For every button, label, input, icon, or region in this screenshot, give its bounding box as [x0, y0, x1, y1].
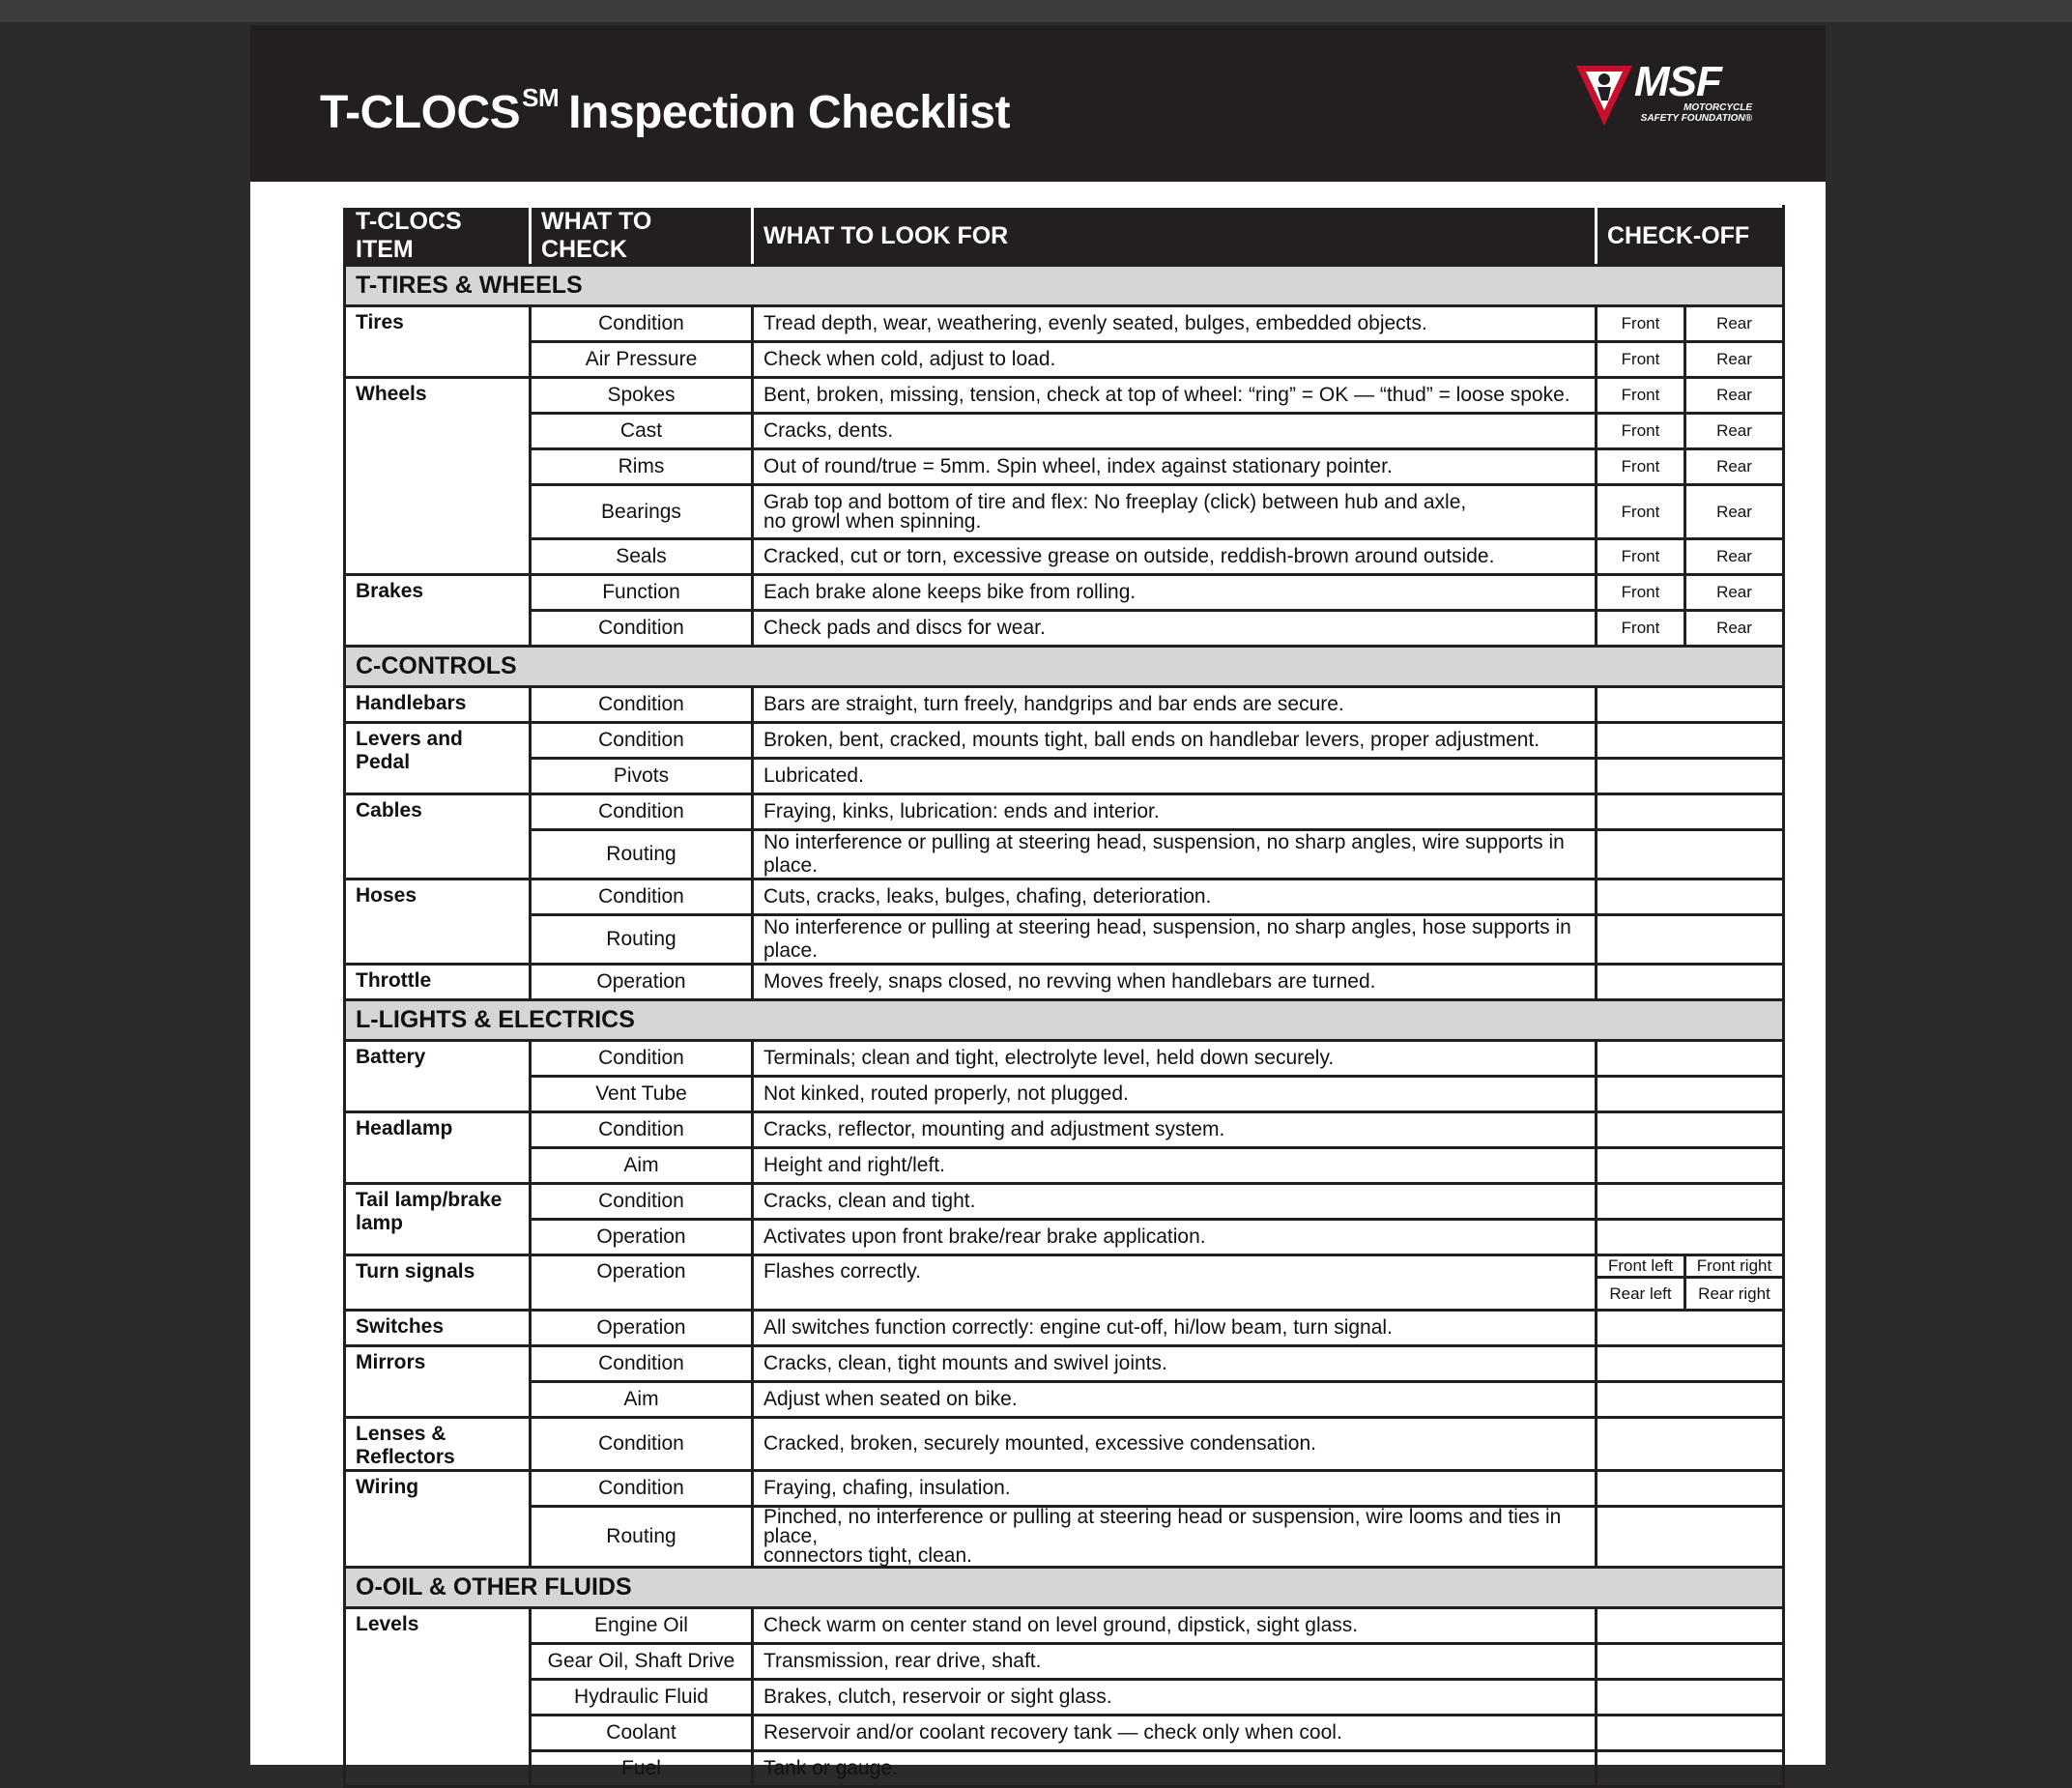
table-header-row [345, 207, 1784, 266]
checkoff-box[interactable]: Front [1597, 611, 1685, 647]
checkoff-box[interactable] [1597, 1382, 1784, 1418]
check-cell: Hydraulic Fluid [531, 1680, 753, 1716]
checkoff-box[interactable]: Front [1597, 414, 1685, 449]
item-cell: Wheels [345, 378, 531, 575]
checkoff-box[interactable] [1597, 1418, 1784, 1471]
check-cell: Vent Tube [531, 1077, 753, 1112]
check-cell: Condition [531, 306, 753, 342]
checkoff-box[interactable] [1597, 915, 1784, 965]
checkoff-box[interactable] [1597, 1751, 1784, 1787]
look-for-cell: Not kinked, routed properly, not plugged. [753, 1077, 1597, 1112]
checkoff-box[interactable]: Rear left [1597, 1278, 1685, 1311]
check-cell: Operation [531, 1255, 753, 1311]
col-header-look: WHAT TO LOOK FOR [753, 207, 1597, 266]
item-cell: Throttle [345, 965, 531, 1000]
table-row [345, 414, 1784, 449]
look-for-cell: Cracked, broken, securely mounted, excessive condensation. [753, 1418, 1597, 1471]
table-row [345, 794, 1784, 830]
look-for-cell: Each brake alone keeps bike from rolling. [753, 575, 1597, 611]
checkoff-box[interactable]: Rear [1685, 485, 1784, 539]
checkoff-box[interactable]: Rear [1685, 575, 1784, 611]
checkoff-box[interactable]: Front [1597, 539, 1685, 575]
check-cell: Condition [531, 1418, 753, 1471]
look-for-cell: Terminals; clean and tight, electrolyte level, held down securely. [753, 1041, 1597, 1077]
look-for-cell: Cracks, clean and tight. [753, 1184, 1597, 1220]
look-for-line: connectors tight, clean. [763, 1544, 972, 1567]
check-cell: Cast [531, 414, 753, 449]
table-row [345, 1346, 1784, 1382]
table-row [345, 1220, 1784, 1255]
checkoff-box[interactable] [1597, 965, 1784, 1000]
table-row [345, 575, 1784, 611]
checkoff-box[interactable] [1597, 794, 1784, 830]
page-title: T-CLOCS℠ Inspection Checklist [320, 83, 1010, 138]
check-cell: Function [531, 575, 753, 611]
section-title: C-CONTROLS [345, 647, 1784, 687]
check-cell: Condition [531, 723, 753, 759]
table-row [345, 1041, 1784, 1077]
checkoff-box[interactable] [1597, 759, 1784, 794]
msf-logo: MSF MOTORCYCLE SAFETY FOUNDATION® [1574, 58, 1768, 139]
table-row [345, 687, 1784, 723]
table-row [345, 880, 1784, 915]
checkoff-box[interactable]: Rear [1685, 378, 1784, 414]
checkoff-box[interactable]: Rear [1685, 414, 1784, 449]
check-cell: Fuel [531, 1751, 753, 1787]
table-row [345, 449, 1784, 485]
table-row [345, 1112, 1784, 1148]
checkoff-box[interactable]: Rear right [1685, 1278, 1784, 1311]
look-for-cell: Moves freely, snaps closed, no revving when handlebars are turned. [753, 965, 1597, 1000]
checkoff-box[interactable] [1597, 1311, 1784, 1346]
checkoff-box[interactable] [1597, 687, 1784, 723]
look-for-cell: No interference or pulling at steering head, suspension, no sharp angles, hose supports in place. [753, 915, 1597, 965]
item-cell: Turn signals [345, 1255, 531, 1311]
check-cell: Operation [531, 1311, 753, 1346]
item-cell: Headlamp [345, 1112, 531, 1184]
table-row [345, 611, 1784, 647]
look-for-cell: Broken, bent, cracked, mounts tight, ball ends on handlebar levers, proper adjustment. [753, 723, 1597, 759]
look-for-cell: Transmission, rear drive, shaft. [753, 1644, 1597, 1680]
table-row [345, 378, 1784, 414]
table-row [345, 539, 1784, 575]
item-cell: Brakes [345, 575, 531, 647]
checkoff-box[interactable]: Front [1597, 306, 1685, 342]
look-for-cell: Activates upon front brake/rear brake application. [753, 1220, 1597, 1255]
checkoff-box[interactable] [1597, 1220, 1784, 1255]
table-row [345, 915, 1784, 965]
item-cell: Mirrors [345, 1346, 531, 1418]
check-cell: Condition [531, 1184, 753, 1220]
section-header-row [345, 266, 1784, 306]
table-row [345, 1471, 1784, 1507]
check-cell: Air Pressure [531, 342, 753, 378]
item-cell: Tail lamp/brake lamp [345, 1184, 531, 1255]
look-for-cell: Cracks, reflector, mounting and adjustment system. [753, 1112, 1597, 1148]
section-header-row [345, 1568, 1784, 1608]
checkoff-box[interactable] [1597, 1471, 1784, 1507]
table-row [345, 965, 1784, 1000]
look-for-cell: Flashes correctly. [753, 1255, 1597, 1311]
checkoff-box[interactable]: Rear [1685, 539, 1784, 575]
table-row [345, 759, 1784, 794]
check-cell: Aim [531, 1148, 753, 1184]
checkoff-box[interactable] [1597, 1680, 1784, 1716]
look-for-line: Grab top and bottom of tire and flex: No freeplay (click) between hub and axle, [763, 490, 1467, 513]
look-for-cell: Reservoir and/or coolant recovery tank — check only when cool. [753, 1716, 1597, 1751]
checkoff-box[interactable]: Front left [1597, 1255, 1685, 1278]
check-cell: Aim [531, 1382, 753, 1418]
item-cell: Cables [345, 794, 531, 880]
look-for-cell: Check warm on center stand on level ground, dipstick, sight glass. [753, 1608, 1597, 1644]
look-for-cell [753, 485, 1597, 539]
check-cell: Seals [531, 539, 753, 575]
checklist-table [343, 205, 1785, 1788]
table-row [345, 1077, 1784, 1112]
look-for-cell: Tread depth, wear, weathering, evenly seated, bulges, embedded objects. [753, 306, 1597, 342]
check-cell: Condition [531, 1112, 753, 1148]
checkoff-box[interactable] [1597, 830, 1784, 880]
check-cell: Bearings [531, 485, 753, 539]
check-cell: Operation [531, 965, 753, 1000]
checkoff-box[interactable] [1597, 1644, 1784, 1680]
item-cell: Levels [345, 1608, 531, 1787]
look-for-cell: No interference or pulling at steering head, suspension, no sharp angles, wire supports in place. [753, 830, 1597, 880]
look-for-cell [753, 1507, 1597, 1568]
table-row [345, 1680, 1784, 1716]
look-for-cell: Bars are straight, turn freely, handgrips and bar ends are secure. [753, 687, 1597, 723]
look-for-cell: All switches function correctly: engine cut-off, hi/low beam, turn signal. [753, 1311, 1597, 1346]
document-page [250, 25, 1826, 1779]
table-row [345, 1311, 1784, 1346]
table-row [345, 830, 1784, 880]
look-for-cell: Fraying, kinks, lubrication: ends and interior. [753, 794, 1597, 830]
item-cell: Tires [345, 306, 531, 378]
table-row [345, 1716, 1784, 1751]
look-for-cell: Brakes, clutch, reservoir or sight glass. [753, 1680, 1597, 1716]
check-cell: Condition [531, 687, 753, 723]
check-cell: Condition [531, 880, 753, 915]
table-row [345, 306, 1784, 342]
checkoff-box[interactable]: Front right [1685, 1255, 1784, 1278]
section-header-row [345, 647, 1784, 687]
table-row [345, 1418, 1784, 1471]
look-for-cell: Check when cold, adjust to load. [753, 342, 1597, 378]
checkoff-box[interactable] [1597, 1112, 1784, 1148]
look-for-cell: Cracked, cut or torn, excessive grease on outside, reddish-brown around outside. [753, 539, 1597, 575]
table-row [345, 1507, 1784, 1568]
checkoff-box[interactable]: Rear [1685, 449, 1784, 485]
col-header-check: WHAT TO CHECK [531, 207, 753, 266]
checkoff-box[interactable]: Front [1597, 449, 1685, 485]
checkoff-box[interactable] [1597, 1184, 1784, 1220]
col-header-item: T-CLOCS ITEM [345, 207, 531, 266]
checkoff-box[interactable]: Front [1597, 378, 1685, 414]
section-title: T-TIRES & WHEELS [345, 266, 1784, 306]
look-for-cell: Lubricated. [753, 759, 1597, 794]
check-cell: Condition [531, 1346, 753, 1382]
look-for-cell: Bent, broken, missing, tension, check at top of wheel: “ring” = OK — “thud” = loose spoke. [753, 378, 1597, 414]
table-row [345, 1751, 1784, 1787]
table-row [345, 1148, 1784, 1184]
look-for-cell: Cuts, cracks, leaks, bulges, chafing, deterioration. [753, 880, 1597, 915]
table-row [345, 1644, 1784, 1680]
section-title: L-LIGHTS & ELECTRICS [345, 1000, 1784, 1041]
table-row [345, 1608, 1784, 1644]
table-row [345, 723, 1784, 759]
check-cell: Engine Oil [531, 1608, 753, 1644]
table-row [345, 1382, 1784, 1418]
look-for-cell: Height and right/left. [753, 1148, 1597, 1184]
item-cell: Hoses [345, 880, 531, 965]
checkoff-box[interactable]: Front [1597, 342, 1685, 378]
item-cell: Switches [345, 1311, 531, 1346]
checkoff-box[interactable] [1597, 1077, 1784, 1112]
check-cell: Pivots [531, 759, 753, 794]
check-cell: Routing [531, 1507, 753, 1568]
viewer-top-bar [0, 0, 2072, 22]
look-for-cell: Cracks, dents. [753, 414, 1597, 449]
col-header-checkoff: CHECK-OFF [1597, 207, 1784, 266]
checkoff-box[interactable] [1597, 1346, 1784, 1382]
check-cell: Condition [531, 1041, 753, 1077]
check-cell: Rims [531, 449, 753, 485]
look-for-line: no growl when spinning. [763, 509, 982, 533]
section-header-row [345, 1000, 1784, 1041]
item-cell: Lenses & Reflectors [345, 1418, 531, 1471]
checkoff-box[interactable]: Front [1597, 575, 1685, 611]
table-row [345, 342, 1784, 378]
checkoff-box[interactable] [1597, 723, 1784, 759]
check-cell: Gear Oil, Shaft Drive [531, 1644, 753, 1680]
look-for-cell: Fraying, chafing, insulation. [753, 1471, 1597, 1507]
look-for-line: Pinched, no interference or pulling at steering head or suspension, wire looms and ties in place, [763, 1506, 1562, 1547]
check-cell: Routing [531, 830, 753, 880]
check-cell: Coolant [531, 1716, 753, 1751]
look-for-cell: Adjust when seated on bike. [753, 1382, 1597, 1418]
check-cell: Spokes [531, 378, 753, 414]
item-cell: Wiring [345, 1471, 531, 1568]
checkoff-box[interactable] [1597, 1608, 1784, 1644]
checkoff-box[interactable] [1597, 1507, 1784, 1568]
item-cell: Battery [345, 1041, 531, 1112]
checklist-body [345, 266, 1784, 1787]
section-title: O-OIL & OTHER FLUIDS [345, 1568, 1784, 1608]
table-row [345, 1184, 1784, 1220]
checkoff-box[interactable]: Rear [1685, 611, 1784, 647]
look-for-cell: Cracks, clean, tight mounts and swivel joints. [753, 1346, 1597, 1382]
checkoff-box[interactable] [1597, 1716, 1784, 1751]
checkoff-box[interactable]: Front [1597, 485, 1685, 539]
check-cell: Operation [531, 1220, 753, 1255]
checkoff-box[interactable] [1597, 1148, 1784, 1184]
checkoff-box[interactable] [1597, 880, 1784, 915]
check-cell: Condition [531, 611, 753, 647]
table-row [345, 485, 1784, 539]
checkoff-box[interactable] [1597, 1041, 1784, 1077]
checkoff-box[interactable]: Rear [1685, 342, 1784, 378]
table-row [345, 1255, 1784, 1278]
check-cell: Routing [531, 915, 753, 965]
check-cell: Condition [531, 1471, 753, 1507]
look-for-cell: Out of round/true = 5mm. Spin wheel, index against stationary pointer. [753, 449, 1597, 485]
checkoff-box[interactable]: Rear [1685, 306, 1784, 342]
item-cell: Handlebars [345, 687, 531, 723]
check-cell: Condition [531, 794, 753, 830]
document-header [250, 25, 1826, 182]
look-for-cell: Check pads and discs for wear. [753, 611, 1597, 647]
look-for-cell: Tank or gauge. [753, 1751, 1597, 1787]
item-cell: Levers and Pedal [345, 723, 531, 794]
